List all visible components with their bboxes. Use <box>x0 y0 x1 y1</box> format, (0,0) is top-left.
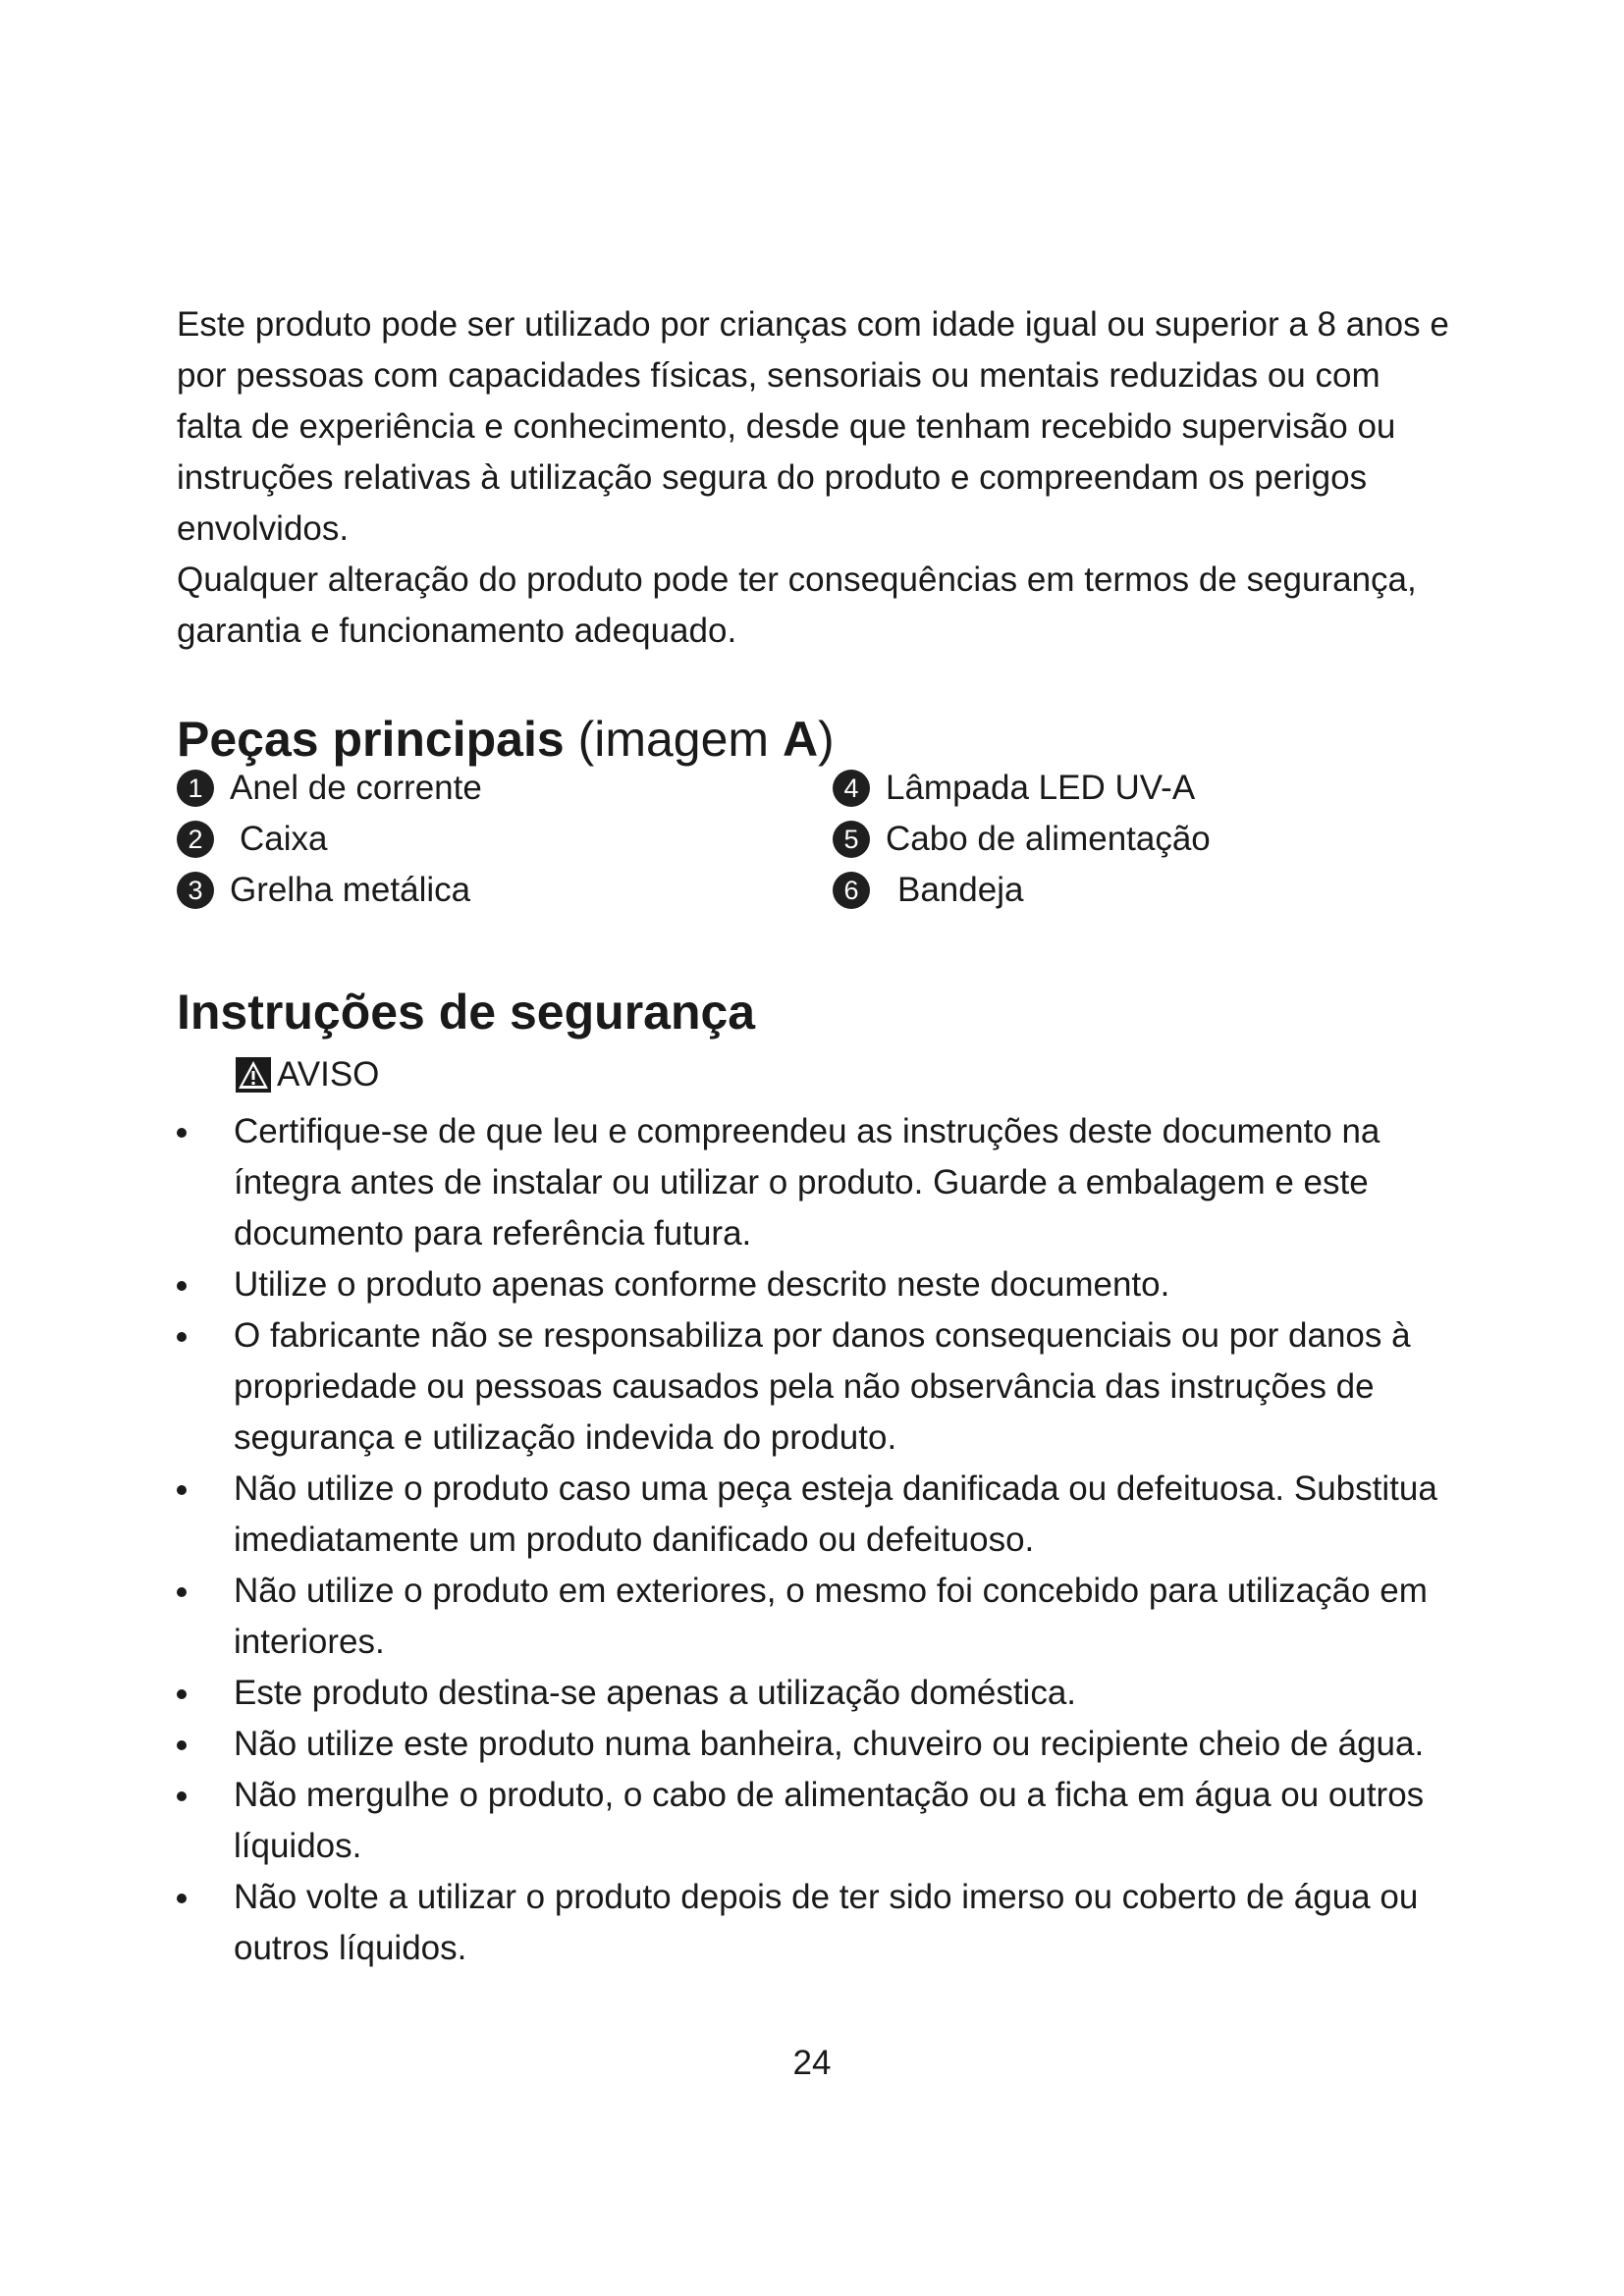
part-item <box>177 865 833 916</box>
bullet-dot <box>177 1587 187 1597</box>
list-item-text: Certifique-se de que leu e compreendeu as instruções deste documento na íntegra antes de instalar ou utilizar o produto. Guarde a embalagem e este documento para referência futura. <box>234 1112 1380 1253</box>
main-parts-section <box>177 710 1453 916</box>
part-label: Anel de corrente <box>230 769 482 807</box>
page-number: 24 <box>792 2044 832 2082</box>
bullet-dot <box>177 1281 187 1291</box>
part-label: Lâmpada LED UV-A <box>886 769 1196 807</box>
list-item-text: Não utilize o produto em exteriores, o mesmo foi concebido para utilização em interiores. <box>234 1572 1428 1661</box>
warning-label-row <box>234 1049 1453 1100</box>
list-item-text: Este produto destina-se apenas a utilização doméstica. <box>234 1674 1077 1712</box>
list-item-text: Não utilize este produto numa banheira, chuveiro ou recipiente cheio de água. <box>234 1725 1425 1763</box>
part-number-badge: 1 <box>177 770 214 807</box>
document-page <box>177 299 1453 1974</box>
list-item <box>177 1259 1453 1310</box>
part-item <box>833 865 1382 916</box>
part-number-badge: 2 <box>177 821 214 858</box>
list-item <box>177 1770 1453 1872</box>
list-item-text: Não mergulhe o produto, o cabo de alimentação ou a ficha em água ou outros líquidos. <box>234 1776 1425 1865</box>
bullet-dot <box>177 1894 187 1903</box>
safety-section <box>177 983 1453 1974</box>
safety-bullet-list <box>177 1106 1453 1974</box>
part-label: Grelha metálica <box>230 871 471 909</box>
bullet-dot <box>177 1332 187 1342</box>
safety-heading: Instruções de segurança <box>177 985 756 1040</box>
bullet-dot <box>177 1485 187 1495</box>
part-number-badge: 3 <box>177 872 214 909</box>
list-item <box>177 1668 1453 1719</box>
main-parts-heading-ref-prefix: (imagem <box>577 712 783 767</box>
intro-paragraph: Este produto pode ser utilizado por crianças com idade igual ou superior a 8 anos e por pessoas com capacidades físicas, sensoriais ou mentais reduzidas ou com falta de experiência e conhecimento, desde que tenham recebido supervisão ou instruções relativas à utilização segura do produto e compreendam os perigos envolvidos. <box>177 305 1449 548</box>
list-item-text: O fabricante não se responsabiliza por danos consequenciais ou por danos à propriedade ou pessoas causados pela não observância das instruções de segurança e utilização indevida do produto. <box>234 1316 1411 1457</box>
part-number-badge: 6 <box>833 872 870 909</box>
list-item <box>177 1464 1453 1566</box>
warning-triangle-icon <box>234 1055 273 1095</box>
part-label: Bandeja <box>897 871 1024 909</box>
bullet-dot <box>177 1128 187 1138</box>
main-parts-heading <box>177 710 1453 769</box>
list-item-text: Utilize o produto apenas conforme descrito neste documento. <box>234 1265 1170 1304</box>
list-item <box>177 1106 1453 1259</box>
part-item <box>833 814 1382 865</box>
part-item <box>177 814 833 865</box>
intro-paragraph: Qualquer alteração do produto pode ter consequências em termos de segurança, garantia e funcionamento adequado. <box>177 561 1417 650</box>
list-item-text: Não volte a utilizar o produto depois de ter sido imerso ou coberto de água ou outros líquidos. <box>234 1878 1419 1967</box>
list-item <box>177 1310 1453 1464</box>
part-label: Caixa <box>240 820 328 858</box>
list-item-text: Não utilize o produto caso uma peça esteja danificada ou defeituosa. Substitua imediatamente um produto danificado ou defeituoso. <box>234 1469 1437 1559</box>
main-parts-heading-ref-close: ) <box>818 712 835 767</box>
list-item <box>177 1566 1453 1668</box>
bullet-dot <box>177 1689 187 1699</box>
part-number-badge: 5 <box>833 821 870 858</box>
part-item <box>177 763 833 814</box>
bullet-dot <box>177 1740 187 1750</box>
main-parts-heading-ref: A <box>782 712 819 767</box>
intro-section <box>177 299 1453 657</box>
parts-list <box>177 763 1453 916</box>
part-item <box>833 763 1382 814</box>
main-parts-heading-bold: Peças principais <box>177 712 565 767</box>
list-item <box>177 1872 1453 1974</box>
part-label: Cabo de alimentação <box>886 820 1211 858</box>
bullet-dot <box>177 1791 187 1801</box>
part-number-badge: 4 <box>833 770 870 807</box>
warning-label: AVISO <box>277 1055 380 1094</box>
list-item <box>177 1719 1453 1770</box>
